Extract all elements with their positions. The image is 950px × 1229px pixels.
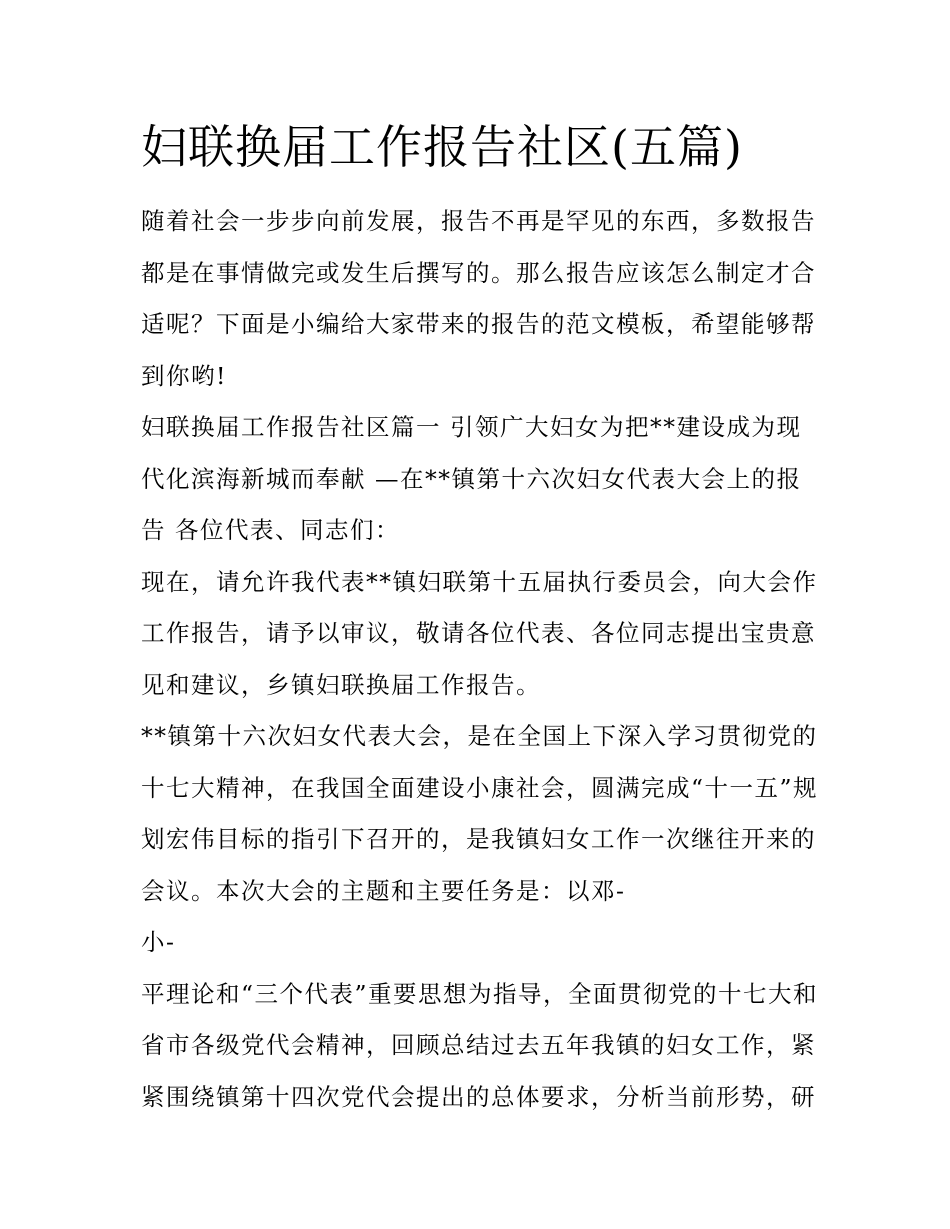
- paragraph-guiding-theory: 平理论和“三个代表”重要思想为指导，全面贯彻党的十七大和省市各级党代会精神，回顾总结过去五年我镇的妇女工作，紧紧围绕镇第十四次党代会提出的总体要求，分析当前形势，研: [141, 979, 819, 1111]
- paragraph-report-request: 现在，请允许我代表**镇妇联第十五届执行委员会，向大会作工作报告，请予以审议，敬请各位代表、各位同志提出宝贵意见和建议，乡镇妇联换届工作报告。: [141, 567, 818, 699]
- document-page: [141, 112, 821, 1123]
- paragraph-intro: 随着社会一步步向前发展，报告不再是罕见的东西，多数报告都是在事情做完或发生后撰写的。那么报告应该怎么制定才合适呢？下面是小编给大家带来的报告的范文模板，希望能够帮到你哟!: [141, 207, 816, 390]
- paragraph-congress-background: **镇第十六次妇女代表大会，是在全国上下深入学习贯彻党的十七大精神，在我国全面建设小康社会，圆满完成“十一五”规划宏伟目标的指引下召开的，是我镇妇女工作一次继往开来的会议。本次大会的主题和主要任务是：以邓-: [141, 722, 819, 905]
- paragraph-fragment: 小-: [141, 928, 176, 956]
- document-title: 妇联换届工作报告社区(五篇): [141, 120, 743, 174]
- paragraph-section-one-heading: 妇联换届工作报告社区篇一 引领广大妇女为把**建设成为现代化滨海新城而奉献 —在**镇第十六次妇女代表大会上的报告 各位代表、同志们：: [141, 413, 802, 544]
